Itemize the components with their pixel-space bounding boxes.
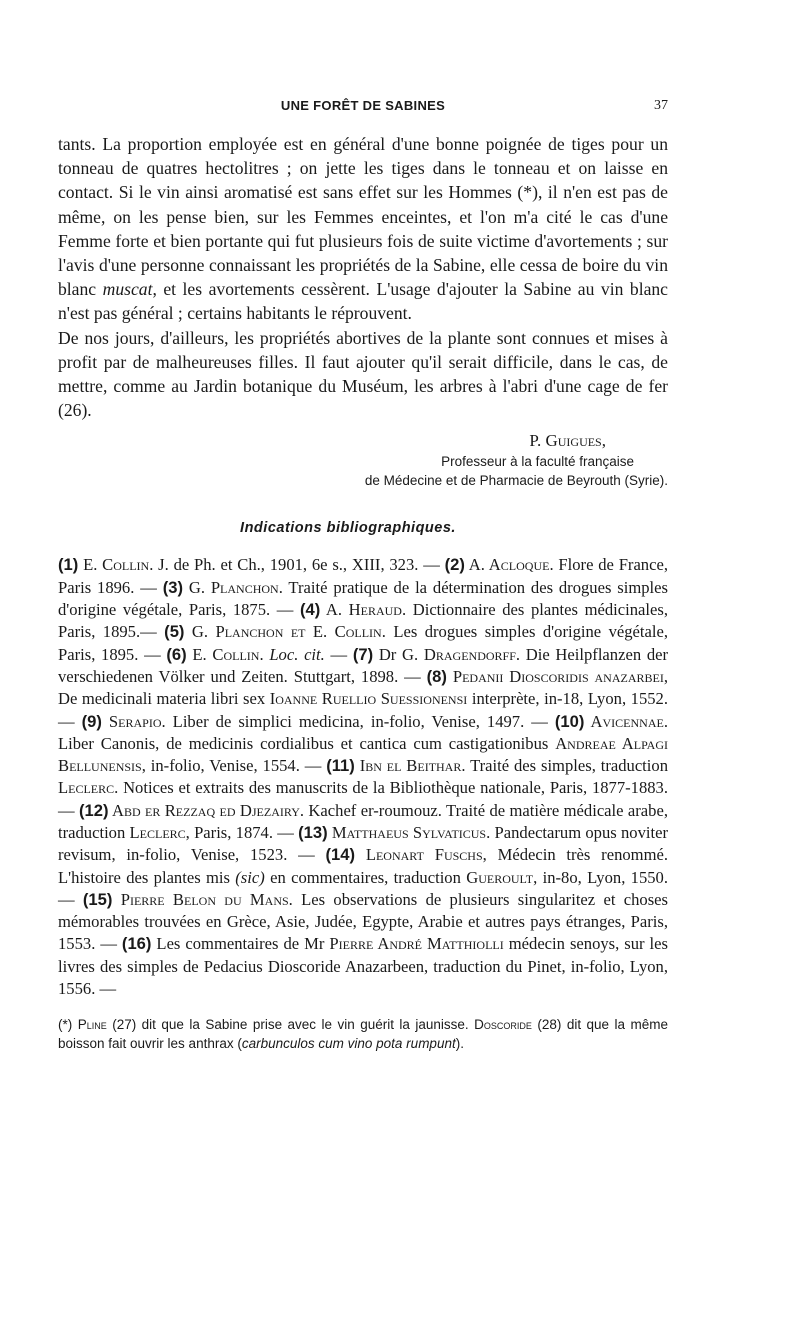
footnote-author-1: Pline <box>77 1017 107 1033</box>
entry-author: Pierre André Matthiolli <box>329 934 504 954</box>
entry-number: (1) <box>58 555 79 575</box>
entry-number: (15) <box>82 889 113 909</box>
entry-author: E. Collin. <box>186 644 264 664</box>
footnote <box>58 1016 668 1053</box>
entry-number: (16) <box>121 934 152 954</box>
entry-author: Abd er Rezzaq ed Djezairy. <box>108 800 305 820</box>
footnote-text-1: (27) dit que la Sabine prise avec le vin guérit la jaunisse. <box>106 1017 475 1033</box>
paragraph-1 <box>58 132 668 326</box>
entry-author: Avicennae. <box>584 711 668 731</box>
bibliography-entry <box>166 645 352 664</box>
entry-number: (12) <box>78 800 109 820</box>
paragraph-1-text-b: , et les avortements cessèrent. L'usage d'ajouter la Sabine au vin blanc n'est pas général ; certains habitants le réprouvent. <box>58 279 668 324</box>
footnote-text-3: ). <box>455 1035 464 1051</box>
page <box>58 98 668 1053</box>
entry-text: De medicinali materia libri sex <box>58 689 270 709</box>
paragraph-1-italic: muscat <box>102 279 153 300</box>
bibliography-entry <box>82 712 555 731</box>
entry-number: (8) <box>426 666 447 686</box>
entry-number: (11) <box>326 756 355 776</box>
footnote-author-2: Doscoride <box>474 1017 532 1033</box>
entry-text: Kachef er-roumouz. Traité de matière médicale arabe, traduction <box>58 800 668 842</box>
entry-author: Serapio. <box>101 711 166 731</box>
entry-text: Die Heilpflanzen der verschiedenen Völker und Zeiten. Stuttgart, 1898. — <box>58 644 669 686</box>
entry-number: (10) <box>554 711 585 731</box>
entry-author: E. Collin. <box>78 555 154 575</box>
entry-author: Ibn el Beithar. <box>354 756 466 776</box>
entry-text: — <box>324 644 353 664</box>
entry-text: médecin senoys, sur les livres des simples de Pedacius Dioscoride Anazarbeen, traduction du Pinet, in-folio, Lyon, 1556. — <box>58 934 668 999</box>
footnote-text-2: (28) dit que la même boisson fait ouvrir les anthrax ( <box>58 1017 668 1051</box>
body-text <box>58 132 668 422</box>
entry-author: G. Planchon et E. Collin. <box>184 622 386 642</box>
entry-author: Leclerc, <box>129 823 190 842</box>
entry-number: (5) <box>164 622 185 642</box>
entry-author: Ioanne Ruellio Suessionensi <box>269 689 468 709</box>
paragraph-1-text-a: tants. La proportion employée est en général d'une bonne poignée de tiges pour un tonneau de quatres hectolitres ; on jette les tiges dans le tonneau et on laisse en contact. Si le vin ainsi aromatisé est sans effet sur les Hommes (*), il n'en est pas de même, on les pense bien, sur les Femmes enceintes, et l'on m'a cité le cas d'une Femme forte et bien portante qui fut plusieurs fois de suite victime d'avortements ; sur l'avis d'une personne connaissant les propriétés de la Sabine, elle cessa de boire du vin blanc <box>58 134 668 300</box>
entry-author: Pedanii Dioscoridis anazarbei, <box>446 666 668 686</box>
entry-text: Dictionnaire des plantes médicinales, Paris, 1895.— <box>58 600 668 642</box>
entry-author: Andreae Alpagi Bellunensis, <box>58 733 669 776</box>
entry-text: Dr <box>373 644 403 664</box>
entry-text: Les commentaires de Mr <box>151 934 330 954</box>
signature-block <box>58 430 668 490</box>
author-title: Professeur à la faculté française <box>441 454 634 470</box>
entry-author: Matthaeus Sylvaticus. <box>327 823 491 842</box>
entry-text: Notices et extraits des manuscrits de la Bibliothèque nationale, Paris, 1877-1883. — <box>58 778 668 820</box>
entry-text: J. de Ph. et Ch., 1901, 6e s., XIII, 323. — <box>153 555 445 575</box>
entry-text: Traité pratique de la détermination des drogues simples d'origine végétale, Paris, 1875. — <box>58 577 668 620</box>
entry-italic: Loc. cit. <box>263 644 325 664</box>
entry-number: (9) <box>81 711 102 731</box>
paragraph-2: De nos jours, d'ailleurs, les propriétés abortives de la plante sont connues et mises à profit par de malheureuses filles. Il faut ajouter qu'il serait difficile, dans le cas, de mettre, comme au Jardin botanique du Muséum, les arbres à l'abri d'une cage de fer (26). <box>58 327 668 421</box>
author-name: P. Guigues, <box>529 431 606 451</box>
entry-number: (7) <box>352 644 374 664</box>
page-header <box>58 98 668 118</box>
bibliography-entry <box>58 555 445 574</box>
entry-text: Les observations de plusieurs singularitez et choses mémorables trouvées en Grèce, Asie, Judée, Egypte, Arabie et autres pays étranges, Paris, 1553. — <box>58 889 668 954</box>
entry-author: A. Acloque. <box>464 555 554 575</box>
entry-text: Flore de France, Paris 1896. — <box>58 555 668 597</box>
footnote-italic: carbunculos cum vino pota rumpunt <box>241 1035 456 1051</box>
entry-number: (3) <box>162 577 183 597</box>
entry-text: interprète, in-18, Lyon, 1552. — <box>58 689 668 731</box>
entry-author: A. Heraud. <box>320 600 407 620</box>
bibliography-entry <box>58 934 668 998</box>
entry-number: (13) <box>298 823 328 842</box>
entry-text: Traité des simples, traduction <box>465 756 668 776</box>
entry-author: G. Dragendorff. <box>402 644 521 664</box>
bibliography-title: Indications bibliographiques. <box>240 520 456 537</box>
entry-text: Liber Canonis, de medicinis cordialibus et cantica cum castigationibus <box>58 733 556 753</box>
entry-text: Liber de simplici medicina, in-folio, Venise, 1497. — <box>165 711 555 731</box>
running-title: UNE FORÊT DE SABINES <box>280 98 446 113</box>
entry-text: Pandectarum opus noviter revisum, in-folio, Venise, 1523. — <box>58 823 668 865</box>
entry-number: (2) <box>444 555 465 575</box>
entry-number: (4) <box>299 600 321 620</box>
bibliography <box>58 554 668 1000</box>
entry-text: en commentaires, traduction <box>264 867 467 887</box>
entry-text: Paris, 1874. — <box>189 823 299 842</box>
entry-text: Médecin très renommé. L'histoire des plantes mis <box>58 845 668 887</box>
entry-author: Leclerc. <box>58 778 119 798</box>
footnote-mark: (*) <box>58 1017 73 1033</box>
page-number: 37 <box>654 98 668 113</box>
entry-author: Leonart Fuschs, <box>355 845 487 865</box>
entry-number: (6) <box>166 644 187 664</box>
author-affiliation: de Médecine et de Pharmacie de Beyrouth (Syrie). <box>364 473 668 489</box>
entry-author: Gueroult, <box>466 867 538 887</box>
entry-italic: (sic) <box>235 867 265 887</box>
entry-text: in-8o, Lyon, 1550. — <box>58 867 668 909</box>
entry-author: G. Planchon. <box>182 577 283 597</box>
entry-text: Les drogues simples d'origine végétale, Paris, 1895. — <box>58 622 669 664</box>
entry-author: Pierre Belon du Mans. <box>112 889 293 909</box>
entry-text: in-folio, Venise, 1554. — <box>145 756 327 776</box>
entry-number: (14) <box>325 845 356 865</box>
